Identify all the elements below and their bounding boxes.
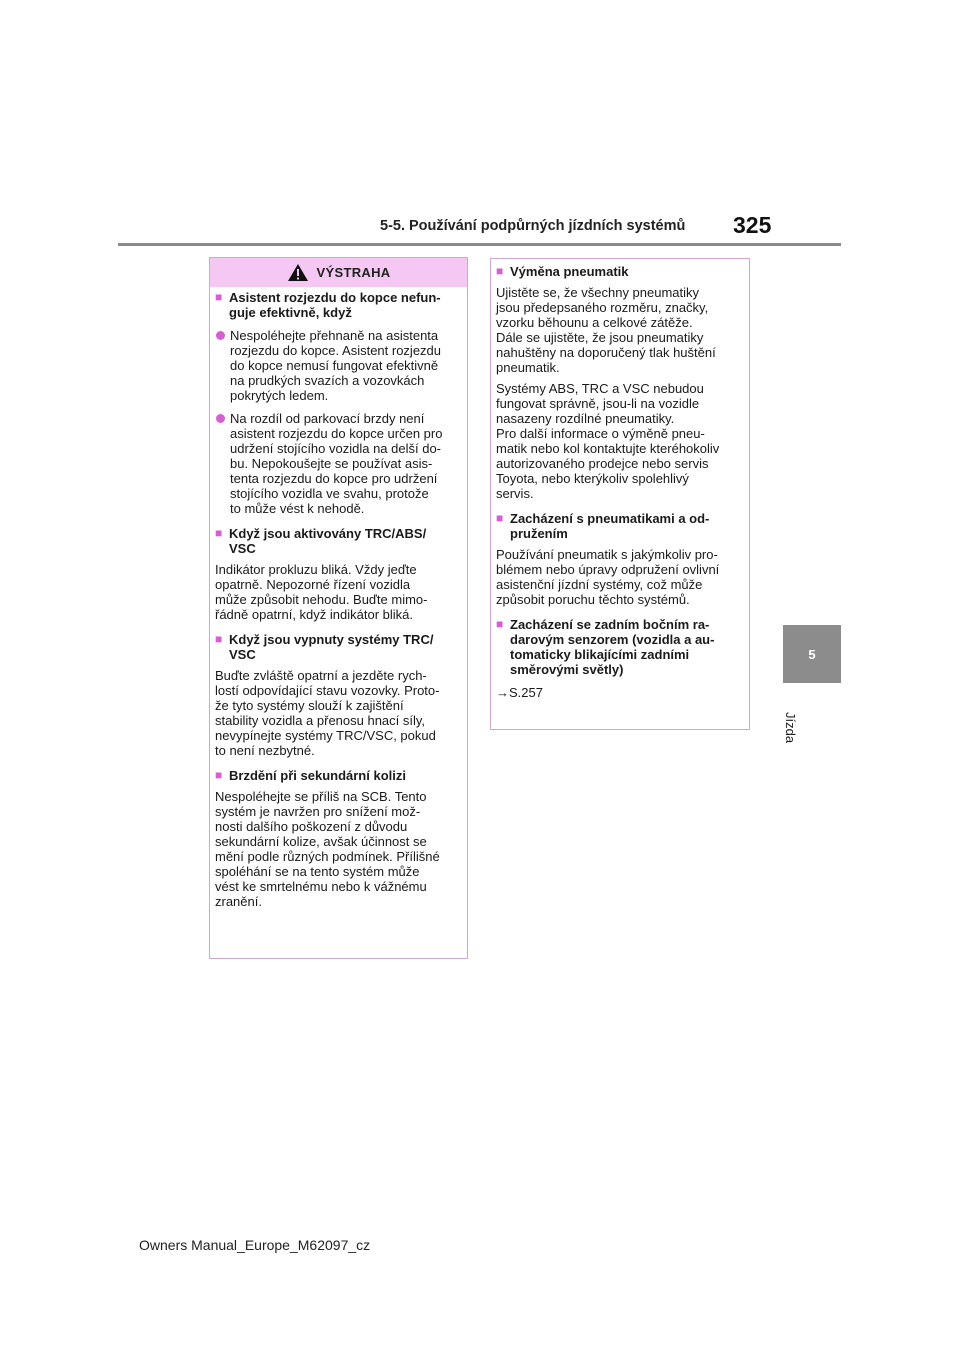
heading-line: Když jsou vypnuty systémy TRC/ [229,632,434,647]
header-divider [118,243,841,246]
heading-line: Zacházení se zadním bočním ra- [510,617,710,632]
warning-title: VÝSTRAHA [316,265,391,280]
text-line: Ujistěte se, že všechny pneumatiky [496,285,700,300]
info-paragraph-tire-handling [496,547,743,607]
text-line: jsou předepsaného rozměru, značky, [496,300,709,315]
text-line: Indikátor prokluzu bliká. Vždy jeďte [215,562,417,577]
heading-line: Zacházení s pneumatikami a od- [510,511,710,526]
text-line: stability vozidla a přenosu hnací síly, [215,713,426,728]
square-bullet-icon: ■ [215,768,223,782]
heading-line: guje efektivně, když [229,305,352,320]
text-line: tenta rozjezdu do kopce pro udržení [230,471,438,486]
page-number: 325 [733,212,772,238]
square-bullet-icon: ■ [215,632,223,646]
text-line: vést ke smrtelnému nebo k vážnému [215,879,427,894]
square-bullet-icon: ■ [496,264,504,278]
square-bullet-icon: ■ [496,511,504,525]
heading-line: tomaticky blikajícími zadními [510,647,690,662]
text-line: pokrytých ledem. [230,388,329,403]
text-line: blémem nebo úpravy odpružení ovlivní [496,562,720,577]
heading-line: VSC [229,541,256,556]
info-paragraph-tire-change-2 [496,381,743,501]
chapter-number: 5 [808,646,816,662]
warning-box [209,257,468,959]
info-box [490,258,750,730]
text-line: Pro další informace o výměně pneu- [496,426,705,441]
square-bullet-icon: ■ [215,290,223,304]
text-line: může způsobit nehodu. Buďte mimo- [215,592,428,607]
heading-line: darovým senzorem (vozidla a au- [510,632,715,647]
text-line: Buďte zvláště opatrní a jezděte rych- [215,668,427,683]
warning-heading-trc-off [215,632,461,662]
text-line: asistenční jízdní systémy, což může [496,577,703,592]
warning-header [210,258,467,287]
square-bullet-icon: ■ [215,526,223,540]
heading-line: pružením [510,526,568,541]
text-line: mění podle různých podmínek. Přílišné [215,849,440,864]
heading-line: Výměna pneumatik [510,264,629,279]
warning-heading-secondary-collision [215,768,461,783]
text-line: Nespoléhejte se příliš na SCB. Tento [215,789,427,804]
text-line: Systémy ABS, TRC a VSC nebudou [496,381,704,396]
text-line: řádně opatrní, když indikátor bliká. [215,607,413,622]
square-bullet-icon: ■ [496,617,504,631]
chapter-label [780,712,800,772]
text-line: na prudkých svazích a vozovkách [230,373,425,388]
text-line: že tyto systémy slouží k zajištění [215,698,404,713]
text-line: vzorku běhounu a celkové zátěže. [496,315,693,330]
text-line: to není nezbytné. [215,743,315,758]
heading-line: Asistent rozjezdu do kopce nefun- [229,290,441,305]
warning-bullet-1 [215,328,461,403]
text-line: nosti dalšího poškození z důvodu [215,819,408,834]
warning-paragraph-trc-off [215,668,461,758]
text-line: Na rozdíl od parkovací brzdy není [230,411,425,426]
text-line: nahuštěny na doporučený tlak huštění [496,345,716,360]
text-line: systém je navržen pro snížení mož- [215,804,421,819]
text-line: do kopce nemusí fungovat efektivně [230,358,439,373]
text-line: nevypínejte systémy TRC/VSC, pokud [215,728,436,743]
warning-triangle-icon [287,263,309,282]
text-line: rozjezdu do kopce. Asistent rozjezdu [230,343,442,358]
heading-line: směrovými světly) [510,662,624,677]
round-bullet-icon [216,414,225,423]
text-line: opatrně. Nepozorné řízení vozidla [215,577,411,592]
text-line: stojícího vozidla ve svahu, protože [230,486,429,501]
warning-paragraph-secondary-collision [215,789,461,909]
section-title: 5-5. Používání podpůrných jízdních systémů [380,218,686,234]
heading-line: Brzdění při sekundární kolizi [229,768,406,783]
info-heading-radar-sensor [496,617,743,677]
text-line: spoléhání se na tento systém může [215,864,420,879]
text-line: autorizovaného prodejce nebo servis [496,456,709,471]
chapter-label-text: Jízda [783,712,798,744]
round-bullet-icon [216,331,225,340]
text-line: způsobit poruchu těchto systémů. [496,592,690,607]
text-line: fungovat správně, jsou-li na vozidle [496,396,700,411]
warning-bullet-2 [215,411,461,516]
footer-doc-id: Owners Manual_Europe_M62097_cz [139,1237,371,1253]
warning-heading-hill-start [215,290,461,320]
warning-paragraph-trc-active [215,562,461,622]
heading-line: VSC [229,647,256,662]
text-line: Toyota, nebo kterýkoliv spolehlivý [496,471,689,486]
text-line: to může vést k nehodě. [230,501,365,516]
info-heading-tire-handling [496,511,743,541]
text-line: bu. Nepokoušejte se používat asis- [230,456,433,471]
text-line: nasazeny rozdílné pneumatiky. [496,411,675,426]
text-line: Nespoléhejte přehnaně na asistenta [230,328,439,343]
info-paragraph-tire-change-1 [496,285,743,375]
page-reference-link[interactable]: →S.257 [496,685,543,700]
text-line: udržení stojícího vozidla na delší do- [230,441,442,456]
text-line: Dále se ujistěte, že jsou pneumatiky [496,330,704,345]
text-line: servis. [496,486,534,501]
text-line: sekundární kolize, avšak účinnost se [215,834,427,849]
text-line: pneumatik. [496,360,560,375]
heading-line: Když jsou aktivovány TRC/ABS/ [229,526,427,541]
text-line: matik nebo kol kontaktujte kteréhokoliv [496,441,720,456]
text-line: Používání pneumatik s jakýmkoliv pro- [496,547,718,562]
text-line: asistent rozjezdu do kopce určen pro [230,426,443,441]
info-heading-tire-change [496,264,743,279]
text-line: zranění. [215,894,262,909]
chapter-tab [783,625,841,683]
warning-heading-trc-active [215,526,461,556]
text-line: lostí odpovídající stavu vozovky. Proto- [215,683,440,698]
